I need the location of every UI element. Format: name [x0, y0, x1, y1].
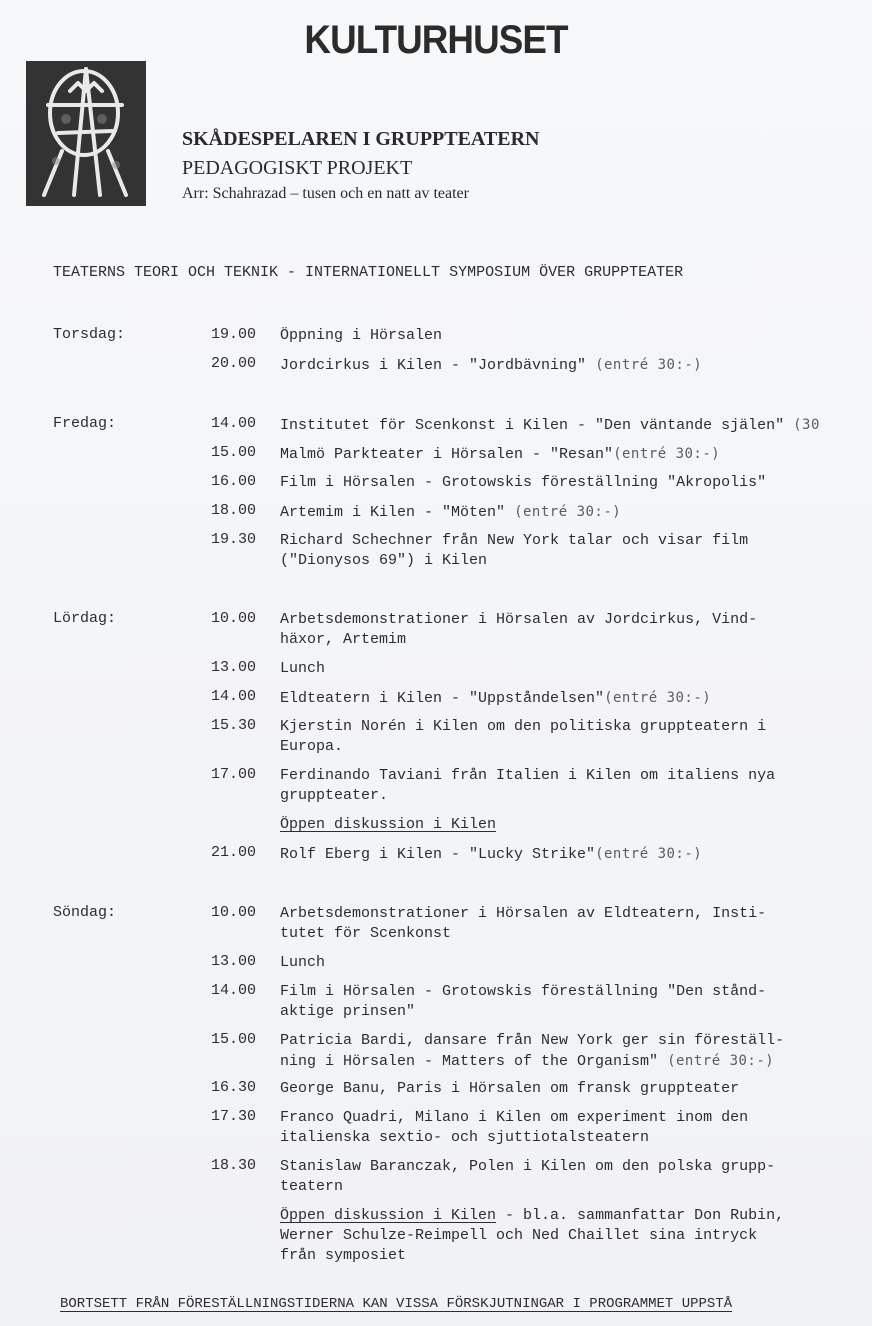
event-text	[280, 1079, 739, 1099]
logo-drawing	[26, 61, 146, 206]
event-time: 14.00	[211, 982, 257, 999]
event-line	[280, 1206, 784, 1226]
event-time: 18.30	[211, 1157, 257, 1174]
event-time: 16.30	[211, 1079, 257, 1096]
event-line: gruppteater.	[280, 787, 389, 804]
event-time: 18.00	[211, 502, 257, 519]
event-time: 14.00	[211, 688, 257, 705]
event-line: Richard Schechner från New York talar och visar film	[280, 532, 749, 549]
stick-figure-mask-logo-icon	[26, 61, 146, 206]
project-subtitle: PEDAGOGISKT PROJEKT	[182, 157, 413, 179]
event-line: aktige prinsen"	[280, 1003, 416, 1020]
event-time: 21.00	[211, 844, 257, 861]
event-line: Ferdinando Taviani från Italien i Kilen om italiens nya	[280, 767, 776, 784]
event-time: 10.00	[211, 904, 257, 921]
event-text	[280, 473, 766, 493]
event-text	[280, 355, 702, 376]
handwritten-price-note: (entré 30:-)	[604, 690, 712, 706]
event-time: 19.00	[211, 326, 257, 343]
event-time: 15.00	[211, 444, 257, 461]
event-line: teatern	[280, 1178, 344, 1195]
event-text	[280, 326, 442, 346]
event-text	[280, 659, 325, 679]
event-time: 20.00	[211, 355, 257, 372]
event-text	[280, 1157, 775, 1197]
footer-notice: BORTSETT FRÅN FÖRESTÄLLNINGSTIDERNA KAN VISSA FÖRSKJUTNINGAR I PROGRAMMET UPPSTÅ	[60, 1296, 733, 1312]
event-title: Film i Hörsalen - Grotowskis föreställning "Akropolis"	[280, 474, 767, 491]
day-label-sunday: Söndag:	[53, 904, 117, 921]
event-text	[280, 904, 766, 944]
event-text	[280, 844, 702, 865]
handwritten-price-note: (entré 30:-)	[613, 446, 721, 462]
event-line: Kjerstin Norén i Kilen om den politiska gruppteatern i	[280, 718, 767, 735]
masthead-title: KULTURHUSET	[304, 18, 568, 62]
event-title: Öppning i Hörsalen	[280, 327, 443, 344]
event-line: från symposiet	[280, 1247, 407, 1264]
event-text	[280, 415, 820, 436]
handwritten-price-note: (30	[793, 417, 820, 433]
event-line-with-note	[280, 1051, 784, 1072]
event-text	[280, 531, 748, 571]
event-text	[280, 766, 775, 806]
handwritten-price-note: (entré 30:-)	[595, 846, 703, 862]
event-time: 13.00	[211, 953, 257, 970]
event-text	[280, 953, 325, 973]
event-text	[280, 1108, 748, 1148]
event-line: Patricia Bardi, dansare från New York ger sin föreställ-	[280, 1032, 785, 1049]
event-line: Europa.	[280, 738, 344, 755]
open-discussion-saturday: Öppen diskussion i Kilen	[280, 816, 497, 833]
event-title: Artemim i Kilen - "Möten"	[280, 504, 506, 521]
event-line: Stanislaw Baranczak, Polen i Kilen om den polska grupp-	[280, 1158, 776, 1175]
day-label-saturday: Lördag:	[53, 610, 117, 627]
event-line: Film i Hörsalen - Grotowskis föreställning "Den stånd-	[280, 983, 767, 1000]
event-text	[280, 982, 766, 1022]
event-title: Rolf Eberg i Kilen - "Lucky Strike"	[280, 846, 596, 863]
open-discussion-rest: - bl.a. sammanfattar Don Rubin,	[496, 1207, 785, 1224]
open-discussion-lead: Öppen diskussion i Kilen	[280, 1207, 497, 1224]
day-label-friday: Fredag:	[53, 415, 117, 432]
handwritten-price-note: (entré 30:-)	[667, 1053, 775, 1069]
event-text	[280, 610, 757, 650]
open-discussion-sunday	[280, 1206, 784, 1266]
arranger-line: Arr: Schahrazad – tusen och en natt av teater	[182, 185, 469, 202]
event-time: 14.00	[211, 415, 257, 432]
event-time: 15.00	[211, 1031, 257, 1048]
event-line: ("Dionysos 69") i Kilen	[280, 552, 488, 569]
event-line: italienska sextio- och sjuttiotalsteatern	[280, 1129, 650, 1146]
project-title: SKÅDESPELAREN I GRUPPTEATERN	[182, 128, 540, 150]
event-line: Arbetsdemonstrationer i Hörsalen av Jordcirkus, Vind-	[280, 611, 758, 628]
event-text	[280, 688, 711, 709]
event-text	[280, 717, 766, 757]
handwritten-price-note: (entré 30:-)	[595, 357, 703, 373]
event-time: 17.30	[211, 1108, 257, 1125]
event-title: Lunch	[280, 954, 326, 971]
event-text	[280, 444, 720, 465]
event-title: Eldteatern i Kilen - "Uppståndelsen"	[280, 690, 605, 707]
event-text	[280, 502, 621, 523]
event-title: Malmö Parkteater i Hörsalen - "Resan"	[280, 446, 614, 463]
event-title: Lunch	[280, 660, 326, 677]
event-time: 19.30	[211, 531, 257, 548]
event-title: Institutet för Scenkonst i Kilen - "Den väntande själen"	[280, 417, 785, 434]
event-line: häxor, Artemim	[280, 631, 407, 648]
event-title: Jordcirkus i Kilen - "Jordbävning"	[280, 357, 587, 374]
symposium-title: TEATERNS TEORI OCH TEKNIK - INTERNATIONELLT SYMPOSIUM ÖVER GRUPPTEATER	[53, 264, 684, 281]
event-title: George Banu, Paris i Hörsalen om fransk gruppteater	[280, 1080, 740, 1097]
event-line: Franco Quadri, Milano i Kilen om experiment inom den	[280, 1109, 749, 1126]
event-time: 15.30	[211, 717, 257, 734]
event-text	[280, 1031, 784, 1072]
event-line: ning i Hörsalen - Matters of the Organism"	[280, 1053, 659, 1070]
event-time: 10.00	[211, 610, 257, 627]
event-time: 13.00	[211, 659, 257, 676]
event-line: Werner Schulze-Reimpell och Ned Chaillet sina intryck	[280, 1227, 758, 1244]
event-time: 16.00	[211, 473, 257, 490]
event-line: Arbetsdemonstrationer i Hörsalen av Eldteatern, Insti-	[280, 905, 767, 922]
event-time: 17.00	[211, 766, 257, 783]
day-label-thursday: Torsdag:	[53, 326, 126, 343]
event-line: tutet för Scenkonst	[280, 925, 452, 942]
handwritten-price-note: (entré 30:-)	[514, 504, 622, 520]
